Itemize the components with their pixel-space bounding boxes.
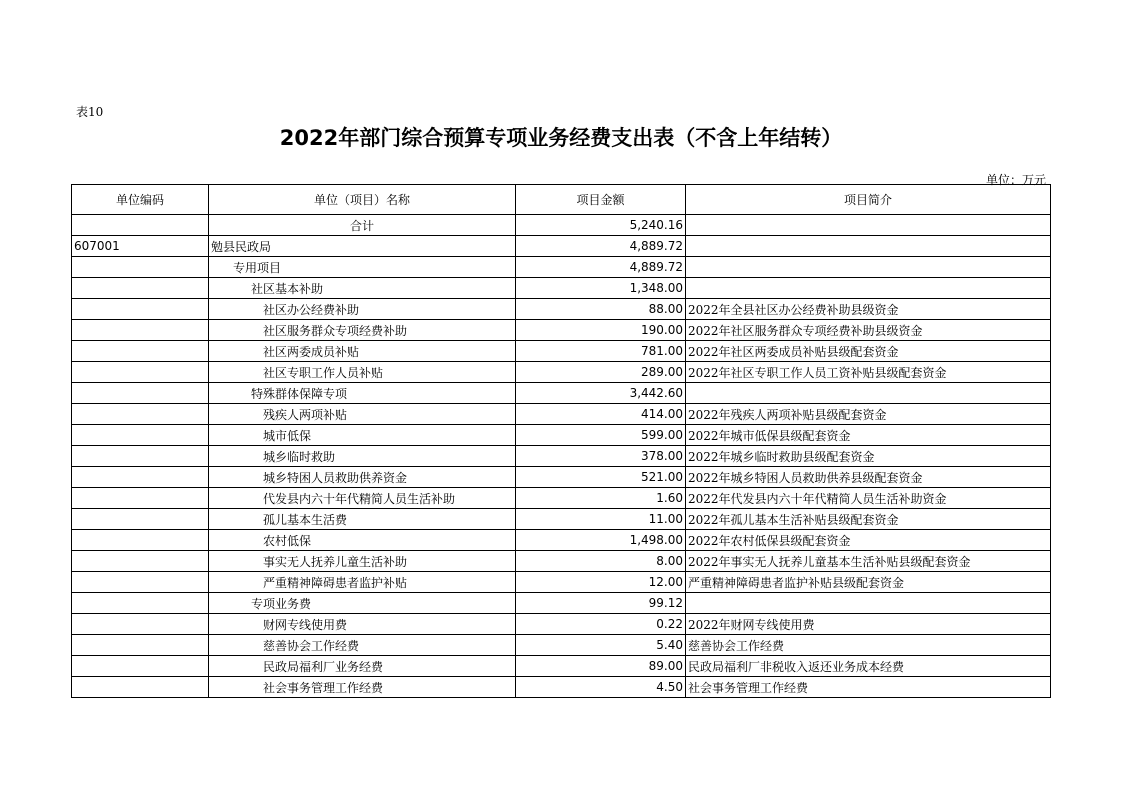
cell-desc: 2022年城乡临时救助县级配套资金 xyxy=(686,446,1051,467)
cell-amount: 1,348.00 xyxy=(516,278,686,299)
table-row xyxy=(72,425,1051,446)
cell-desc: 社会事务管理工作经费 xyxy=(686,677,1051,698)
cell-name: 合计 xyxy=(209,215,516,236)
cell-amount: 599.00 xyxy=(516,425,686,446)
cell-amount: 289.00 xyxy=(516,362,686,383)
cell-amount: 88.00 xyxy=(516,299,686,320)
cell-desc: 2022年社区专职工作人员工资补贴县级配套资金 xyxy=(686,362,1051,383)
table-row xyxy=(72,509,1051,530)
cell-amount: 1.60 xyxy=(516,488,686,509)
cell-code xyxy=(72,425,209,446)
cell-code xyxy=(72,383,209,404)
table-row xyxy=(72,383,1051,404)
cell-amount: 5.40 xyxy=(516,635,686,656)
cell-desc: 2022年全县社区办公经费补助县级资金 xyxy=(686,299,1051,320)
header-code: 单位编码 xyxy=(72,185,209,215)
table-row xyxy=(72,362,1051,383)
cell-amount: 3,442.60 xyxy=(516,383,686,404)
cell-name: 勉县民政局 xyxy=(209,236,516,257)
table-row xyxy=(72,593,1051,614)
cell-amount: 4,889.72 xyxy=(516,257,686,278)
cell-code xyxy=(72,446,209,467)
cell-desc xyxy=(686,593,1051,614)
cell-code xyxy=(72,551,209,572)
cell-amount: 5,240.16 xyxy=(516,215,686,236)
cell-code xyxy=(72,320,209,341)
table-row xyxy=(72,488,1051,509)
cell-name: 事实无人抚养儿童生活补助 xyxy=(209,551,516,572)
table-row xyxy=(72,467,1051,488)
cell-name: 专用项目 xyxy=(209,257,516,278)
cell-amount: 99.12 xyxy=(516,593,686,614)
cell-desc xyxy=(686,215,1051,236)
cell-desc: 2022年社区服务群众专项经费补助县级资金 xyxy=(686,320,1051,341)
cell-amount: 378.00 xyxy=(516,446,686,467)
table-row xyxy=(72,404,1051,425)
cell-desc xyxy=(686,278,1051,299)
cell-amount: 521.00 xyxy=(516,467,686,488)
cell-desc: 2022年孤儿基本生活补贴县级配套资金 xyxy=(686,509,1051,530)
cell-desc: 慈善协会工作经费 xyxy=(686,635,1051,656)
cell-amount: 0.22 xyxy=(516,614,686,635)
cell-name: 城乡特困人员救助供养资金 xyxy=(209,467,516,488)
cell-name: 社区服务群众专项经费补助 xyxy=(209,320,516,341)
table-body xyxy=(72,215,1051,698)
table-number-label: 表10 xyxy=(76,105,104,119)
cell-amount: 781.00 xyxy=(516,341,686,362)
cell-name: 慈善协会工作经费 xyxy=(209,635,516,656)
cell-code xyxy=(72,215,209,236)
header-desc: 项目简介 xyxy=(686,185,1051,215)
cell-name: 民政局福利厂业务经费 xyxy=(209,656,516,677)
table-row xyxy=(72,257,1051,278)
cell-name: 城乡临时救助 xyxy=(209,446,516,467)
header-name: 单位（项目）名称 xyxy=(209,185,516,215)
cell-code xyxy=(72,488,209,509)
cell-name: 社区专职工作人员补贴 xyxy=(209,362,516,383)
cell-amount: 4.50 xyxy=(516,677,686,698)
cell-name: 严重精神障碍患者监护补贴 xyxy=(209,572,516,593)
cell-code: 607001 xyxy=(72,236,209,257)
table-row xyxy=(72,341,1051,362)
cell-amount: 190.00 xyxy=(516,320,686,341)
cell-code xyxy=(72,530,209,551)
cell-code xyxy=(72,257,209,278)
header-row xyxy=(72,185,1051,215)
cell-amount: 8.00 xyxy=(516,551,686,572)
cell-desc: 2022年城乡特困人员救助供养县级配套资金 xyxy=(686,467,1051,488)
cell-amount: 1,498.00 xyxy=(516,530,686,551)
cell-name: 代发县内六十年代精简人员生活补助 xyxy=(209,488,516,509)
cell-code xyxy=(72,593,209,614)
cell-amount: 4,889.72 xyxy=(516,236,686,257)
cell-name: 特殊群体保障专项 xyxy=(209,383,516,404)
table-row xyxy=(72,635,1051,656)
cell-amount: 12.00 xyxy=(516,572,686,593)
table-row xyxy=(72,614,1051,635)
cell-code xyxy=(72,614,209,635)
cell-code xyxy=(72,278,209,299)
page-title: 2022年部门综合预算专项业务经费支出表（不含上年结转） xyxy=(279,126,843,150)
cell-name: 城市低保 xyxy=(209,425,516,446)
table-row xyxy=(72,236,1051,257)
cell-amount: 89.00 xyxy=(516,656,686,677)
cell-name: 社区基本补助 xyxy=(209,278,516,299)
cell-name: 社区办公经费补助 xyxy=(209,299,516,320)
cell-code xyxy=(72,404,209,425)
cell-desc: 严重精神障碍患者监护补贴县级配套资金 xyxy=(686,572,1051,593)
cell-amount: 414.00 xyxy=(516,404,686,425)
cell-code xyxy=(72,635,209,656)
cell-desc: 民政局福利厂非税收入返还业务成本经费 xyxy=(686,656,1051,677)
table-row xyxy=(72,278,1051,299)
cell-desc: 2022年残疾人两项补贴县级配套资金 xyxy=(686,404,1051,425)
cell-name: 专项业务费 xyxy=(209,593,516,614)
cell-code xyxy=(72,341,209,362)
cell-desc xyxy=(686,383,1051,404)
cell-name: 财网专线使用费 xyxy=(209,614,516,635)
cell-desc xyxy=(686,236,1051,257)
cell-code xyxy=(72,677,209,698)
table-row xyxy=(72,656,1051,677)
table-row xyxy=(72,677,1051,698)
table-row xyxy=(72,572,1051,593)
cell-name: 社区两委成员补贴 xyxy=(209,341,516,362)
cell-code xyxy=(72,656,209,677)
cell-name: 社会事务管理工作经费 xyxy=(209,677,516,698)
cell-amount: 11.00 xyxy=(516,509,686,530)
unit-note: 单位：万元 xyxy=(986,173,1047,187)
header-amount: 项目金额 xyxy=(516,185,686,215)
cell-name: 农村低保 xyxy=(209,530,516,551)
cell-name: 残疾人两项补贴 xyxy=(209,404,516,425)
cell-desc xyxy=(686,257,1051,278)
cell-desc: 2022年代发县内六十年代精简人员生活补助资金 xyxy=(686,488,1051,509)
table-row xyxy=(72,530,1051,551)
cell-name: 孤儿基本生活费 xyxy=(209,509,516,530)
cell-desc: 2022年社区两委成员补贴县级配套资金 xyxy=(686,341,1051,362)
table-row xyxy=(72,215,1051,236)
cell-desc: 2022年城市低保县级配套资金 xyxy=(686,425,1051,446)
table-row xyxy=(72,299,1051,320)
cell-code xyxy=(72,362,209,383)
cell-code xyxy=(72,467,209,488)
table-row xyxy=(72,551,1051,572)
cell-code xyxy=(72,572,209,593)
cell-desc: 2022年事实无人抚养儿童基本生活补贴县级配套资金 xyxy=(686,551,1051,572)
table-row xyxy=(72,446,1051,467)
table-row xyxy=(72,320,1051,341)
cell-desc: 2022年财网专线使用费 xyxy=(686,614,1051,635)
cell-code xyxy=(72,509,209,530)
budget-table xyxy=(71,184,1051,698)
cell-desc: 2022年农村低保县级配套资金 xyxy=(686,530,1051,551)
cell-code xyxy=(72,299,209,320)
